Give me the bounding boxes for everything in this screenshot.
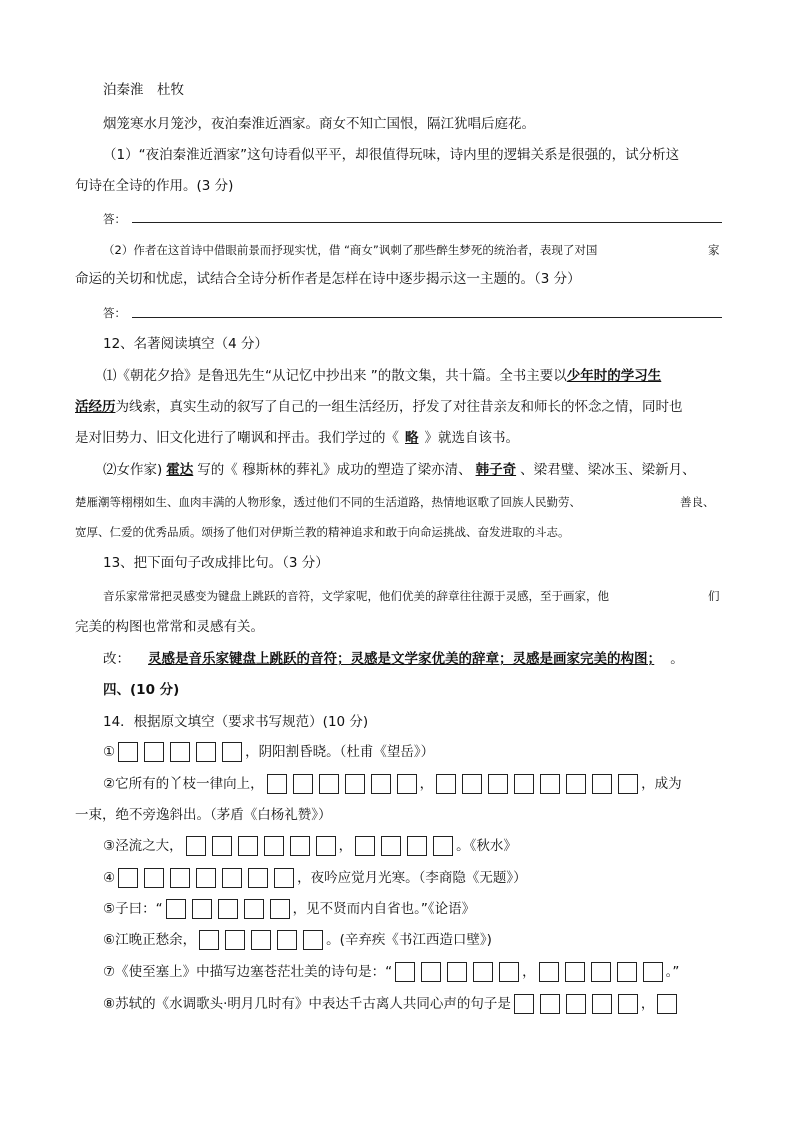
answer-box[interactable] xyxy=(540,774,560,794)
answer-box[interactable] xyxy=(118,868,138,888)
answer-box[interactable] xyxy=(540,994,560,1014)
q12-p1-line2 xyxy=(75,397,683,417)
q11-answer2-line[interactable] xyxy=(132,317,722,318)
q14-item-3-mid: ， xyxy=(338,838,353,854)
q12-p1-line3 xyxy=(75,428,519,448)
q11-answer1-line[interactable] xyxy=(132,222,722,223)
q12-p2-line2: 楚雁潮等栩栩如生、血肉丰满的人物形象，透过他们不同的生活道路，热情地讴歌了回族人民勤劳、 xyxy=(75,495,581,509)
answer-box[interactable] xyxy=(539,962,559,982)
q11-part1-line2: 句诗在全诗的作用。(3 分) xyxy=(75,178,234,194)
answer-box[interactable] xyxy=(222,868,242,888)
answer-box[interactable] xyxy=(355,836,375,856)
answer-box[interactable] xyxy=(274,868,294,888)
answer-box[interactable] xyxy=(251,930,271,950)
answer-box[interactable] xyxy=(270,899,290,919)
answer-box[interactable] xyxy=(397,774,417,794)
q12-p1-text-a: ⑴《朝花夕拾》是鲁迅先生“从记忆中抄出来 ”的散文集，共十篇。全书主要以 xyxy=(103,368,567,384)
q14-item-3 xyxy=(103,836,517,856)
q14-item-7-suffix: 。” xyxy=(665,964,680,980)
answer-box[interactable] xyxy=(618,774,638,794)
q12-p1-text-b: 为线索，真实生动的叙写了自己的一组生活经历，抒发了对往昔亲友和师长的怀念之情，同时也 xyxy=(115,399,683,415)
q12-fill-2: 活经历 xyxy=(75,399,116,415)
answer-box[interactable] xyxy=(473,962,493,982)
q13-heading: 13、把下面句子改成排比句。（3 分） xyxy=(103,555,329,571)
q12-p2-line3: 宽厚、仁爱的优秀品质。颂扬了他们对伊斯兰教的精神追求和敢于向命运挑战、奋发进取的斗志。 xyxy=(75,525,570,539)
answer-box[interactable] xyxy=(170,868,190,888)
answer-box[interactable] xyxy=(436,774,456,794)
q12-p1-text-c: 是对旧势力、旧文化进行了嘲讽和抨击。我们学过的《 xyxy=(75,430,399,446)
q11-part1-line1: （1）“夜泊秦淮近酒家”这句诗看似平平，却很值得玩味，诗内里的逻辑关系是很强的，试分析这 xyxy=(103,147,680,163)
q13-line2: 完美的构图也常常和灵感有关。 xyxy=(75,619,264,635)
answer-box[interactable] xyxy=(499,962,519,982)
answer-box[interactable] xyxy=(643,962,663,982)
answer-box[interactable] xyxy=(395,962,415,982)
q14-item-4-prefix: ④ xyxy=(103,870,116,886)
answer-box[interactable] xyxy=(345,774,365,794)
answer-box[interactable] xyxy=(421,962,441,982)
answer-box[interactable] xyxy=(118,742,138,762)
q14-item-8-prefix: ⑧苏轼的《水调歌头·明月几时有》中表达千古离人共同心声的句子是 xyxy=(103,996,511,1012)
answer-box[interactable] xyxy=(222,742,242,762)
answer-box[interactable] xyxy=(248,868,268,888)
q11-part2-line1-end: 家 xyxy=(708,243,720,257)
q13-answer-row xyxy=(103,649,684,669)
section4-heading: 四、(10 分) xyxy=(103,682,180,698)
answer-box[interactable] xyxy=(591,962,611,982)
q14-item-3-prefix: ③泾流之大， xyxy=(103,838,183,854)
answer-box[interactable] xyxy=(514,994,534,1014)
q12-fill-5: 韩子奇 xyxy=(475,462,517,478)
q12-p2-line1 xyxy=(103,460,696,480)
q13-answer-end: 。 xyxy=(670,651,684,667)
q12-p2-text-a: ⑵女作家) xyxy=(103,462,163,478)
q14-item-8 xyxy=(103,994,680,1014)
answer-box[interactable] xyxy=(566,774,586,794)
q13-line1: 音乐家常常把灵感变为键盘上跳跃的音符，文学家呢，他们优美的辞章往往源于灵感，至于画家，他 xyxy=(103,589,609,603)
q14-item-1 xyxy=(103,742,434,762)
q14-item-6-suffix: 。(辛弃疾《书江西造口壁》) xyxy=(326,932,492,948)
q12-p1-line1 xyxy=(103,366,661,386)
q12-p2-line2-end: 善良、 xyxy=(680,495,715,509)
answer-box[interactable] xyxy=(244,899,264,919)
answer-box[interactable] xyxy=(290,836,310,856)
q14-item-5-suffix: ，见不贤而内自省也。”《论语》 xyxy=(292,901,476,917)
q14-item-2-suffix: ，成为 xyxy=(641,776,682,792)
q12-fill-4: 霍达 xyxy=(166,462,194,478)
answer-box[interactable] xyxy=(592,774,612,794)
answer-box[interactable] xyxy=(196,742,216,762)
q14-item-5 xyxy=(103,899,475,919)
answer-box[interactable] xyxy=(199,930,219,950)
q12-p2-text-b: 写的《 穆斯林的葬礼》成功的塑造了梁亦清、 xyxy=(197,462,472,478)
q12-p2-text-c: 、梁君璧、梁冰玉、梁新月、 xyxy=(520,462,696,478)
q14-item-7-mid: ， xyxy=(522,964,536,980)
answer-box[interactable] xyxy=(565,962,585,982)
answer-box[interactable] xyxy=(267,774,287,794)
answer-box[interactable] xyxy=(514,774,534,794)
poem-title: 泊秦淮 杜牧 xyxy=(103,82,184,98)
answer-box[interactable] xyxy=(144,868,164,888)
q14-item-1-prefix: ① xyxy=(103,744,116,760)
answer-box[interactable] xyxy=(488,774,508,794)
q14-item-4 xyxy=(103,868,527,888)
q14-item-3-suffix: 。《秋水》 xyxy=(456,838,517,854)
answer-box[interactable] xyxy=(144,742,164,762)
answer-box[interactable] xyxy=(433,836,453,856)
q12-heading: 12、名著阅读填空（4 分） xyxy=(103,336,269,352)
answer-box[interactable] xyxy=(225,930,245,950)
q12-p1-text-d: 》就选自该书。 xyxy=(424,430,519,446)
answer-box[interactable] xyxy=(371,774,391,794)
q14-item-5-prefix: ⑤子曰：“ xyxy=(103,901,163,917)
answer-box[interactable] xyxy=(238,836,258,856)
answer-box[interactable] xyxy=(407,836,427,856)
answer-box[interactable] xyxy=(264,836,284,856)
q14-item-2 xyxy=(103,774,682,794)
q11-part2-line1: （2）作者在这首诗中借眼前景而抒现实忧，借 “商女”讽刺了那些醉生梦死的统治者，表现了对国 xyxy=(103,243,598,257)
answer-box[interactable] xyxy=(316,836,336,856)
q13-answer: 灵感是音乐家键盘上跳跃的音符；灵感是文学家优美的辞章；灵感是画家完美的构图； xyxy=(148,651,655,667)
answer-box[interactable] xyxy=(293,774,313,794)
answer-box[interactable] xyxy=(462,774,482,794)
q14-item-2-line2: 一束，绝不旁逸斜出。（茅盾《白杨礼赞》） xyxy=(75,807,332,823)
answer-box[interactable] xyxy=(303,930,323,950)
q14-item-4-suffix: ，夜吟应觉月光寒。（李商隐《无题》） xyxy=(297,870,527,886)
q14-item-8-mid: ， xyxy=(640,996,655,1012)
answer-box[interactable] xyxy=(192,899,212,919)
answer-box[interactable] xyxy=(196,868,216,888)
q14-item-6 xyxy=(103,930,492,950)
q13-line1-end: 们 xyxy=(708,589,720,603)
q14-heading: 14．根据原文填空（要求书写规范）(10 分) xyxy=(103,714,369,730)
q12-fill-1: 少年时的学习生 xyxy=(566,368,662,384)
answer-box[interactable] xyxy=(381,836,401,856)
answer-box[interactable] xyxy=(170,742,190,762)
q14-item-2-mid: ， xyxy=(419,776,434,792)
q14-item-6-prefix: ⑥江晚正愁余， xyxy=(103,932,197,948)
q13-answer-label: 改： xyxy=(103,651,130,667)
answer-box[interactable] xyxy=(166,899,186,919)
q14-item-1-suffix: ，阴阳割昏晓。（杜甫《望岳》） xyxy=(245,744,435,760)
poem-text: 烟笼寒水月笼沙，夜泊秦淮近酒家。商女不知亡国恨，隔江犹唱后庭花。 xyxy=(103,116,535,132)
answer-box[interactable] xyxy=(617,962,637,982)
answer-box[interactable] xyxy=(566,994,586,1014)
q14-item-7-prefix: ⑦《使至塞上》中描写边塞苍茫壮美的诗句是：“ xyxy=(103,964,393,980)
answer-box[interactable] xyxy=(447,962,467,982)
answer-box[interactable] xyxy=(218,899,238,919)
q14-item-7 xyxy=(103,962,679,982)
q11-answer2-label: 答： xyxy=(103,306,126,320)
answer-box[interactable] xyxy=(277,930,297,950)
q12-fill-3: 略 xyxy=(405,430,419,446)
answer-box[interactable] xyxy=(618,994,638,1014)
q14-item-2-prefix: ②它所有的丫枝一律向上， xyxy=(103,776,264,792)
q11-answer1-label: 答： xyxy=(103,212,126,226)
q11-part2-line2: 命运的关切和忧虑，试结合全诗分析作者是怎样在诗中逐步揭示这一主题的。（3 分） xyxy=(75,271,581,287)
answer-box[interactable] xyxy=(319,774,339,794)
answer-box[interactable] xyxy=(212,836,232,856)
answer-box[interactable] xyxy=(592,994,612,1014)
answer-box[interactable] xyxy=(186,836,206,856)
answer-box[interactable] xyxy=(657,994,677,1014)
